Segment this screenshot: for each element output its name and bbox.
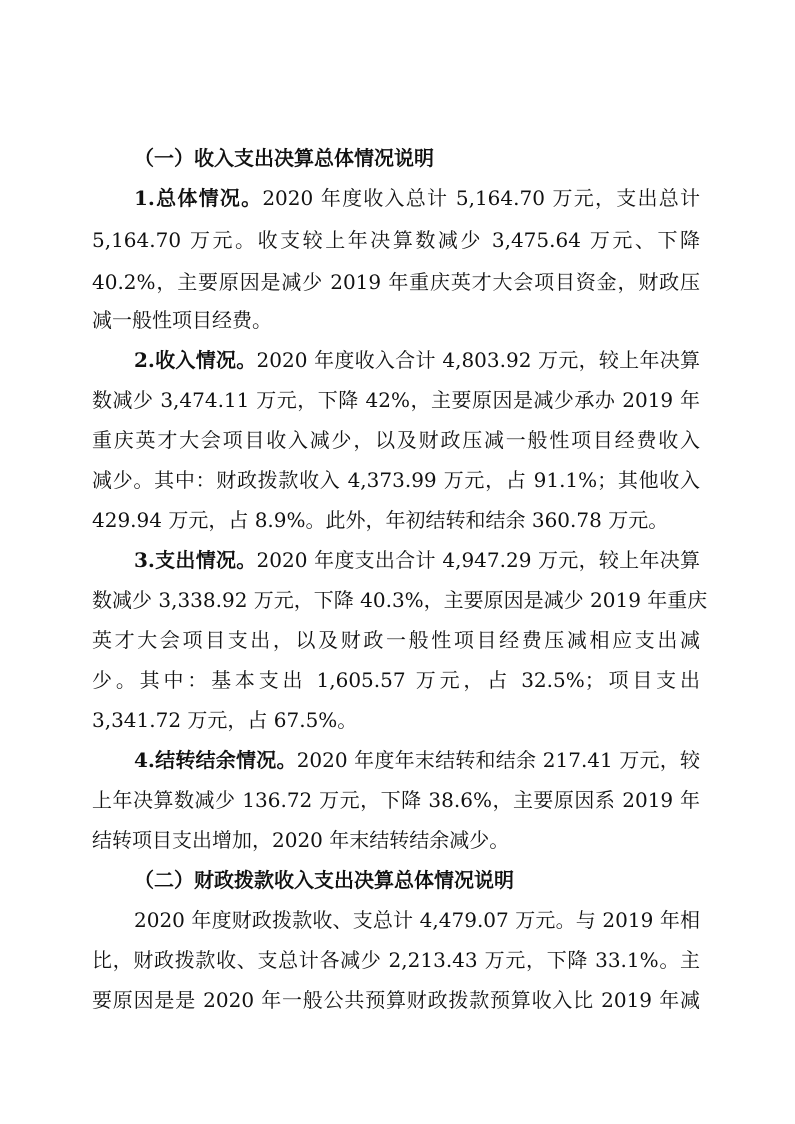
paragraph-4-line-1: 4.结转结余情况。2020 年度年末结转和结余 217.41 万元，较 [134,748,701,772]
paragraph-2-line-1: 2.收入情况。2020 年度收入合计 4,803.92 万元，较上年决算 [134,348,700,372]
paragraph-3-label: 3.支出情况。 [134,548,257,572]
paragraph-2-line-3: 重庆英才大会项目收入减少，以及财政压减一般性项目经费收入 [92,428,700,452]
paragraph-2-line-5: 429.94 万元，占 8.9%。此外，年初结转和结余 360.78 万元。 [92,508,669,532]
paragraph-1-line-4: 减一般性项目经费。 [92,308,272,332]
paragraph-2-line-2: 数减少 3,474.11 万元，下降 42%，主要原因是减少承办 2019 年 [92,388,700,412]
paragraph-1-line-3: 40.2%，主要原因是减少 2019 年重庆英才大会项目资金，财政压 [92,270,700,294]
paragraph-1-line-2: 5,164.70 万元。收支较上年决算数减少 3,475.64 万元、下降 [92,228,700,252]
paragraph-3-line-1: 3.支出情况。2020 年度支出合计 4,947.29 万元，较上年决算 [134,548,700,572]
paragraph-4-line-2: 上年决算数减少 136.72 万元，下降 38.6%，主要原因系 2019 年 [92,788,700,812]
paragraph-3-line-4: 少。其中：基本支出 1,605.57 万元，占 32.5%；项目支出 [92,668,700,692]
paragraph-3-line-5: 3,341.72 万元，占 67.5%。 [92,708,358,732]
paragraph-2-label: 2.收入情况。 [134,348,257,372]
paragraph-3-line-2: 数减少 3,338.92 万元，下降 40.3%，主要原因是减少 2019 年重庆 [92,588,708,612]
paragraph-1-line-1: 1.总体情况。2020 年度收入总计 5,164.70 万元，支出总计 [134,186,700,210]
paragraph-5-line-2: 比，财政拨款收、支总计各减少 2,213.43 万元，下降 33.1%。主 [92,948,700,972]
paragraph-5-line-1: 2020 年度财政拨款收、支总计 4,479.07 万元。与 2019 年相 [134,908,700,932]
section-heading-1: （一）收入支出决算总体情况说明 [134,146,434,170]
paragraph-2-line-4: 减少。其中：财政拨款收入 4,373.99 万元，占 91.1%；其他收入 [92,468,700,492]
paragraph-4-label: 4.结转结余情况。 [134,748,297,772]
section-heading-2: （二）财政拨款收入支出决算总体情况说明 [134,868,514,892]
paragraph-4-line-3: 结转项目支出增加，2020 年末结转结余减少。 [92,828,510,852]
paragraph-1-label: 1.总体情况。 [134,186,263,210]
paragraph-5-line-3: 要原因是是 2020 年一般公共预算财政拨款预算收入比 2019 年减 [92,988,700,1012]
paragraph-3-line-3: 英才大会项目支出，以及财政一般性项目经费压减相应支出减 [92,628,700,652]
